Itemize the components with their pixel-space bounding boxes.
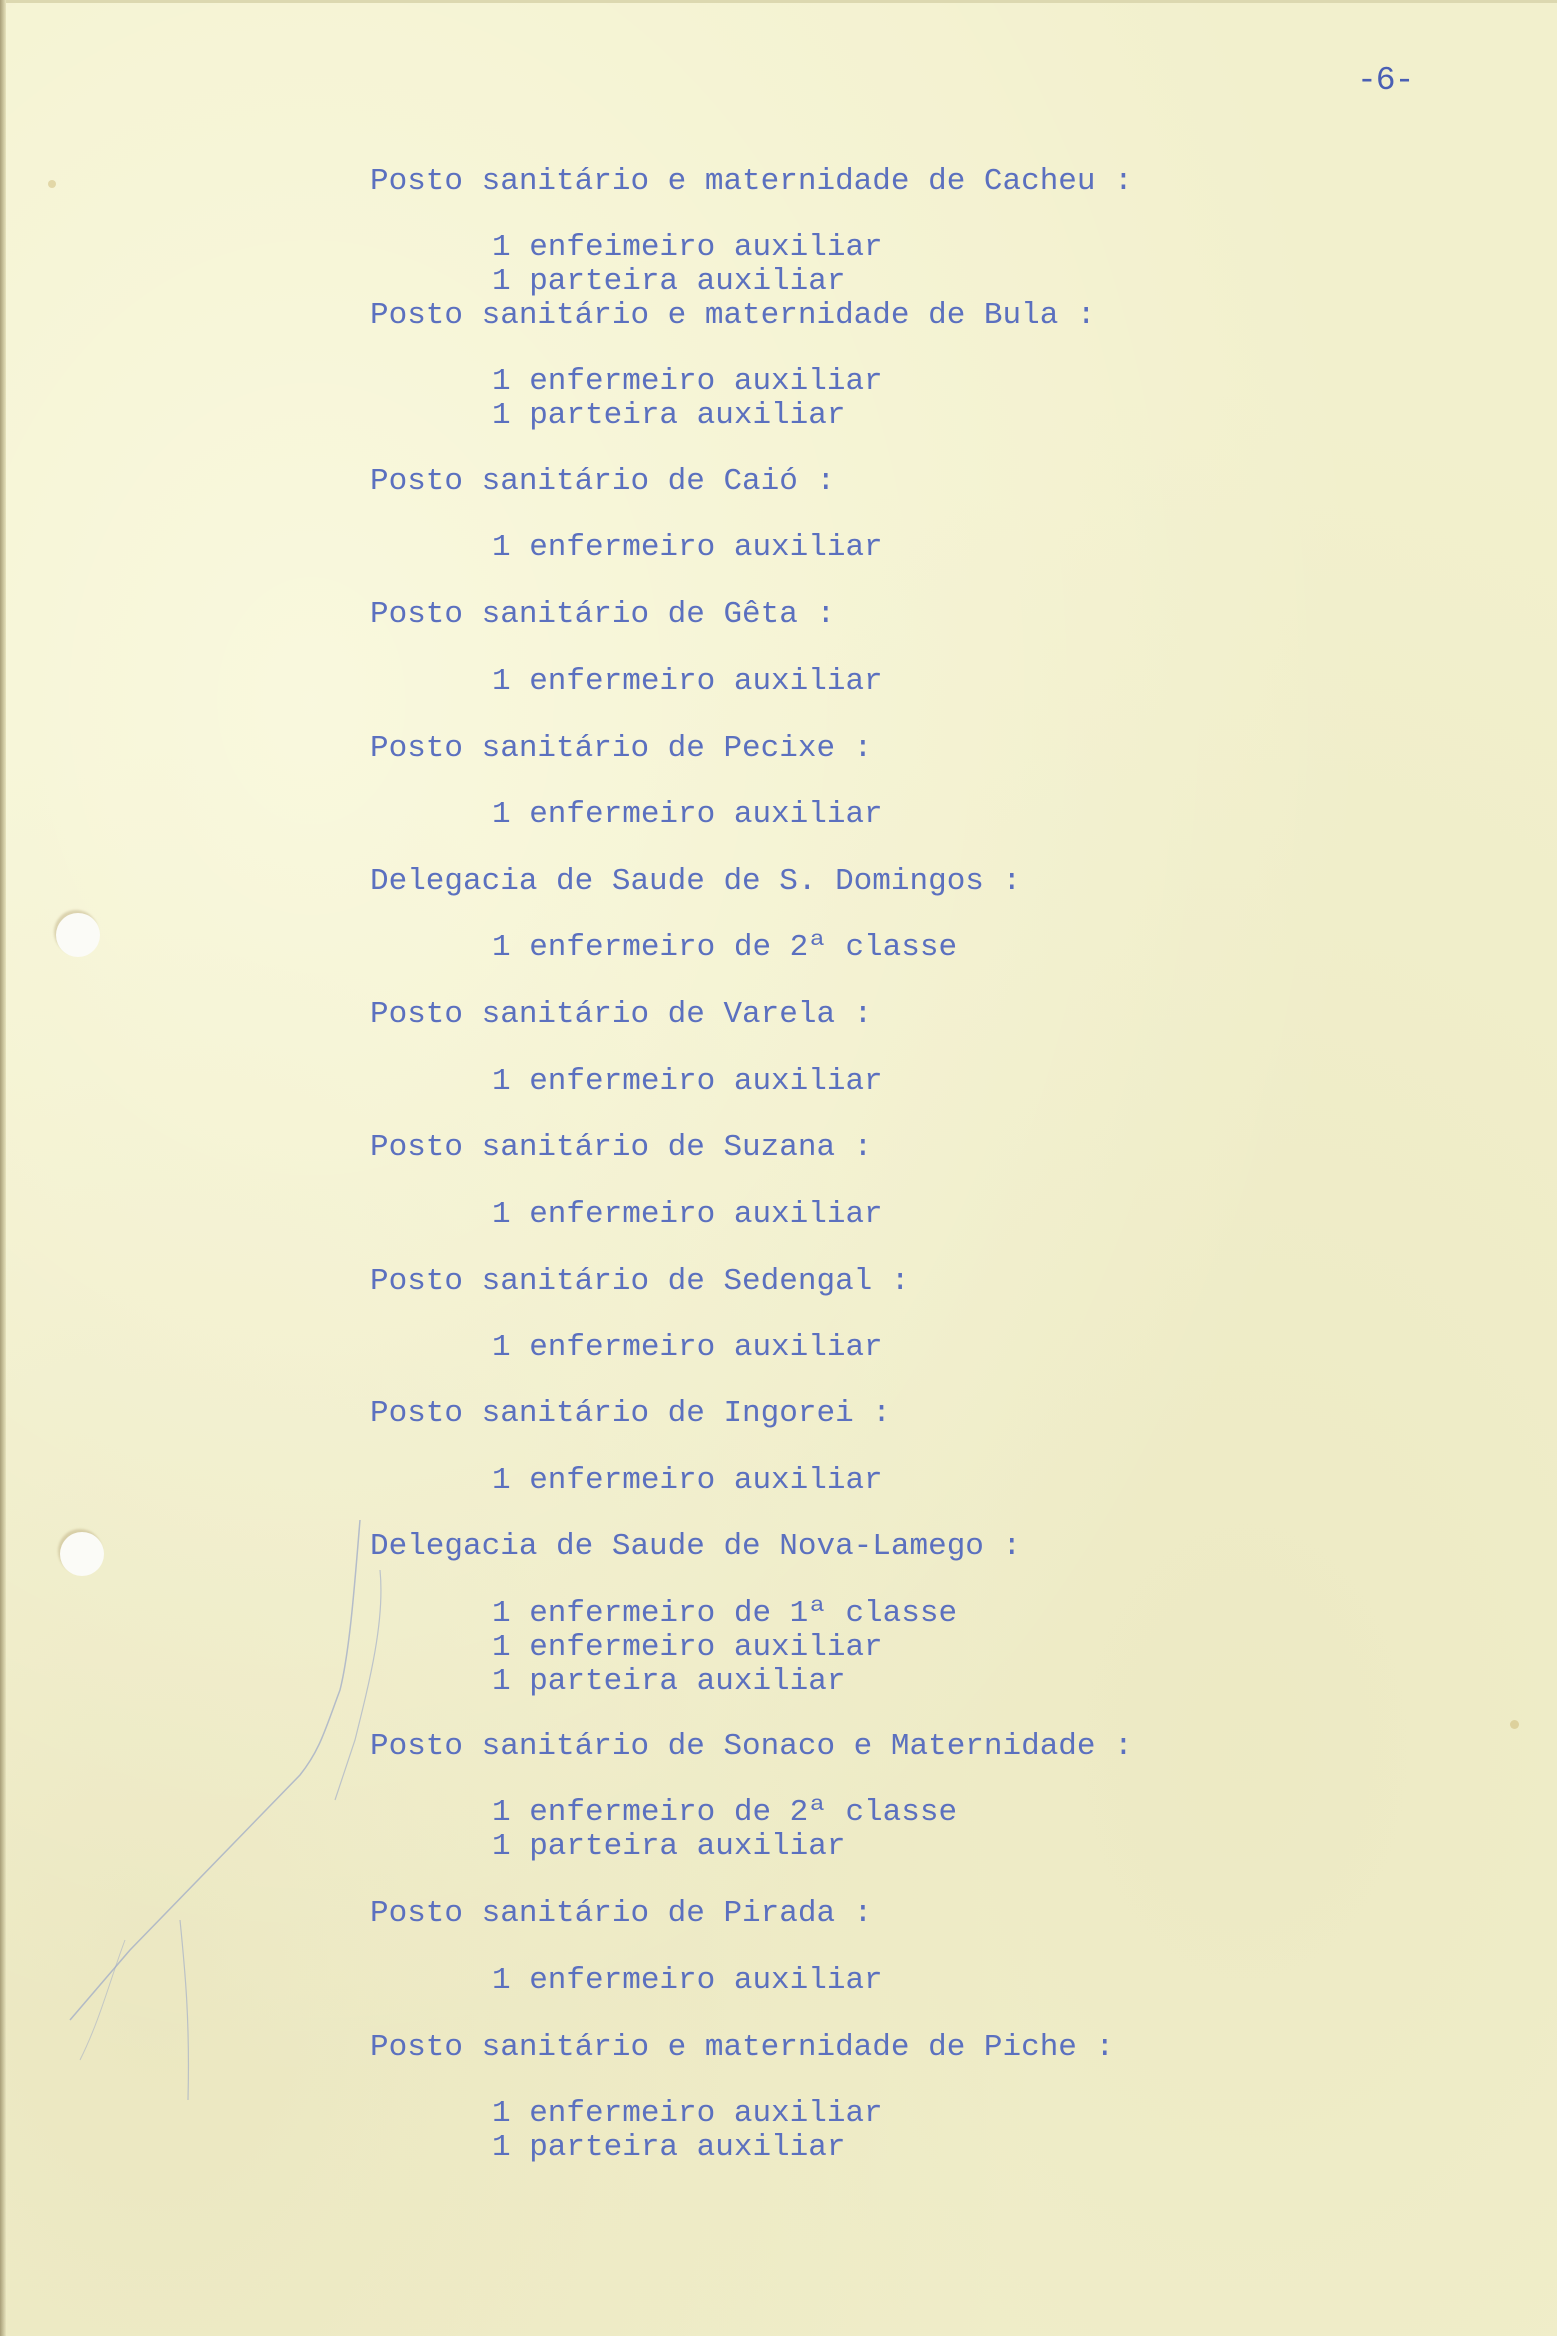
staff-list <box>370 531 883 565</box>
staff-list <box>370 365 883 433</box>
facility-heading: Posto sanitário de Suzana : <box>370 1130 873 1165</box>
page-number: -6- <box>1357 62 1414 99</box>
staff-item: 1 enfermeiro auxiliar <box>492 664 883 699</box>
staff-list <box>370 1331 883 1365</box>
page-top-edge <box>0 0 1557 3</box>
facility-heading: Posto sanitário de Caió : <box>370 464 836 499</box>
facility-heading: Posto sanitário e maternidade de Piche : <box>370 2030 1115 2065</box>
staff-item: 1 parteira auxiliar <box>492 2130 846 2165</box>
staff-item: 1 enfermeiro auxiliar <box>492 2096 883 2131</box>
page-left-edge <box>0 0 6 2336</box>
facility-heading: Delegacia de Saude de S. Domingos : <box>370 864 1022 899</box>
staff-list <box>370 1597 957 1699</box>
staff-list <box>370 1796 957 1864</box>
staff-item: 1 enfeimeiro auxiliar <box>492 230 883 265</box>
facility-heading: Posto sanitário de Pecixe : <box>370 731 873 766</box>
staff-list <box>370 231 883 299</box>
staff-item: 1 enfermeiro auxiliar <box>492 1463 883 1498</box>
staff-item: 1 enfermeiro auxiliar <box>492 1064 883 1099</box>
facility-heading: Posto sanitário de Sonaco e Maternidade : <box>370 1729 1133 1764</box>
staff-list <box>370 1065 883 1099</box>
staff-item: 1 enfermeiro auxiliar <box>492 1963 883 1998</box>
facility-heading: Posto sanitário e maternidade de Bula : <box>370 298 1096 333</box>
facility-heading: Delegacia de Saude de Nova-Lamego : <box>370 1529 1022 1564</box>
staff-item: 1 enfermeiro auxiliar <box>492 364 883 399</box>
facility-heading: Posto sanitário de Ingorei : <box>370 1396 891 1431</box>
paper-spot <box>48 180 56 188</box>
facility-heading: Posto sanitário de Gêta : <box>370 597 836 632</box>
staff-item: 1 enfermeiro de 1ª classe <box>492 1596 958 1631</box>
staff-item: 1 enfermeiro auxiliar <box>492 1630 883 1665</box>
staff-item: 1 parteira auxiliar <box>492 264 846 299</box>
staff-item: 1 enfermeiro auxiliar <box>492 1197 883 1232</box>
staff-item: 1 enfermeiro de 2ª classe <box>492 930 958 965</box>
staff-item: 1 enfermeiro de 2ª classe <box>492 1795 958 1830</box>
staff-item: 1 parteira auxiliar <box>492 398 846 433</box>
ink-spot <box>1510 1720 1519 1729</box>
staff-list <box>370 1464 883 1498</box>
staff-list <box>370 665 883 699</box>
punch-hole-upper <box>56 913 100 957</box>
facility-heading: Posto sanitário de Pirada : <box>370 1896 873 1931</box>
staff-list <box>370 1964 883 1998</box>
facility-heading: Posto sanitário de Sedengal : <box>370 1264 910 1299</box>
staff-list <box>370 931 957 965</box>
staff-item: 1 enfermeiro auxiliar <box>492 530 883 565</box>
staff-list <box>370 1198 883 1232</box>
staff-item: 1 parteira auxiliar <box>492 1664 846 1699</box>
staff-item: 1 enfermeiro auxiliar <box>492 797 883 832</box>
staff-list <box>370 798 883 832</box>
paper-crease-marks <box>0 1500 400 2100</box>
punch-hole-lower <box>60 1532 104 1576</box>
facility-heading: Posto sanitário de Varela : <box>370 997 873 1032</box>
staff-item: 1 enfermeiro auxiliar <box>492 1330 883 1365</box>
staff-list <box>370 2097 883 2165</box>
facility-heading: Posto sanitário e maternidade de Cacheu : <box>370 164 1133 199</box>
staff-item: 1 parteira auxiliar <box>492 1829 846 1864</box>
